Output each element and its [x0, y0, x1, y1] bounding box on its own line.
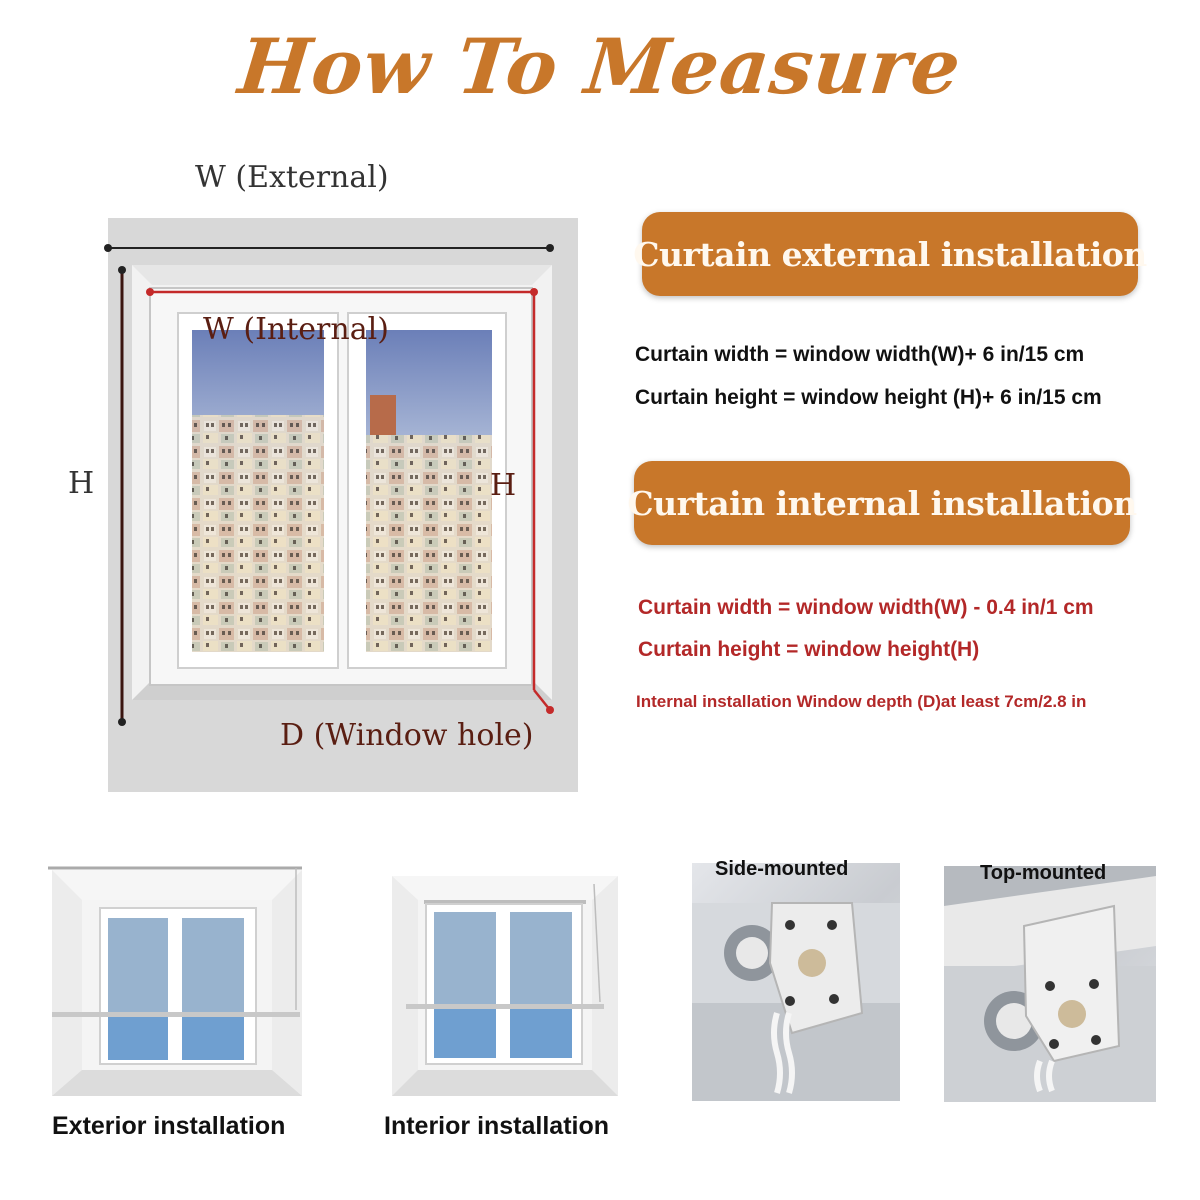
h-inner-label: H [490, 468, 517, 503]
exterior-installation-illustration [44, 860, 308, 1100]
external-installation-banner [633, 212, 1147, 296]
side-mounted-photo [692, 863, 900, 1101]
external-width-formula: Curtain width = window width(W)+ 6 in/15 cm [635, 343, 1085, 366]
internal-installation-heading: Curtain internal installation [627, 483, 1137, 523]
interior-installation-illustration [388, 872, 624, 1100]
top-mounted-photo [944, 866, 1156, 1102]
internal-height-formula: Curtain height = window height(H) [638, 638, 980, 661]
exterior-installation-caption: Exterior installation [52, 1112, 286, 1140]
internal-installation-banner [627, 461, 1137, 545]
internal-width-formula: Curtain width = window width(W) - 0.4 in/1 cm [638, 596, 1094, 619]
external-height-formula: Curtain height = window height (H)+ 6 in/15 cm [635, 386, 1102, 409]
w-external-label: W (External) [195, 160, 389, 195]
h-outer-label: H [68, 466, 95, 501]
d-window-hole-label: D (Window hole) [280, 718, 534, 753]
window-measurement-diagram [100, 210, 600, 800]
w-internal-label: W (Internal) [203, 312, 389, 347]
interior-installation-caption: Interior installation [384, 1112, 610, 1140]
page-title: How To Measure [234, 22, 966, 111]
side-mounted-caption: Side-mounted [715, 858, 849, 880]
top-mounted-bracket-graphic [944, 866, 1156, 1102]
external-installation-heading: Curtain external installation [633, 234, 1147, 274]
side-mounted-bracket-graphic [692, 863, 900, 1101]
top-mounted-caption: Top-mounted [980, 862, 1107, 884]
internal-depth-note: Internal installation Window depth (D)at least 7cm/2.8 in [636, 692, 1087, 711]
